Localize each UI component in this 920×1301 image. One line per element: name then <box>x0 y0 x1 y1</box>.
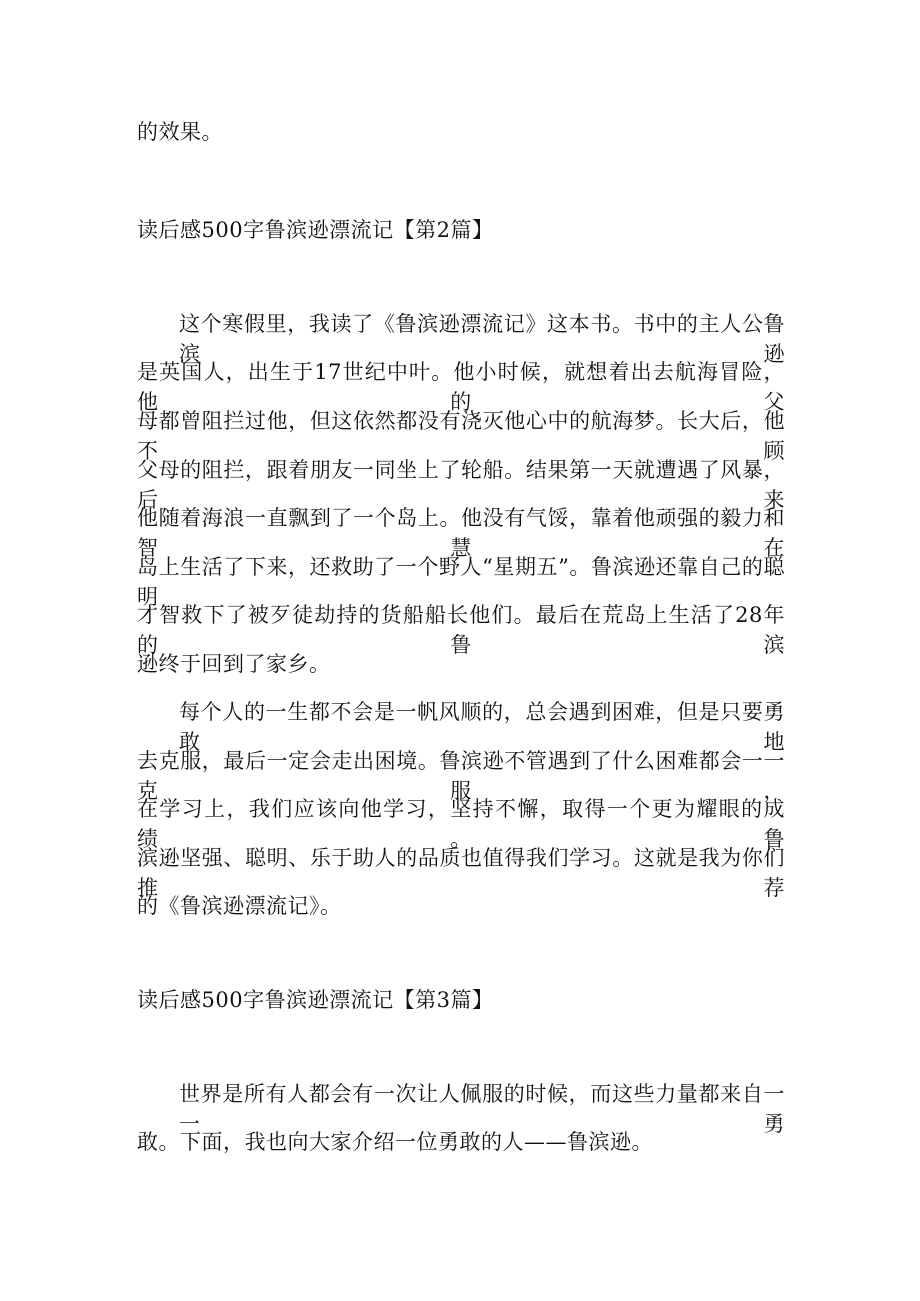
paragraph-line: 逊终于回到了家乡。 <box>137 652 331 676</box>
paragraph-line: 父母的阻拦，跟着朋友一同坐上了轮船。结果第一天就遭遇了风暴，后来 <box>137 458 785 512</box>
paragraph-line: 世界是所有人都会有一次让人佩服的时候，而这些力量都来自一一勇 <box>179 1082 785 1136</box>
paragraph-line: 的《鲁滨逊漂流记》。 <box>137 894 342 918</box>
paragraph-line: 在学习上，我们应该向他学习，坚持不懈，取得一个更为耀眼的成绩。鲁 <box>137 797 785 851</box>
paragraph-line: 岛上生活了下来，还救助了一个野人“星期五”。鲁滨逊还靠自己的聪明 <box>137 555 785 609</box>
paragraph-line: 滨逊坚强、聪明、乐于助人的品质也值得我们学习。这就是我为你们推荐 <box>137 846 785 900</box>
paragraph-line: 每个人的一生都不会是一帆风顺的，总会遇到困难，但是只要勇敢地 <box>179 700 785 754</box>
continuation-text: 的效果。 <box>137 120 223 144</box>
paragraph-line: 才智救下了被歹徒劫持的货船船长他们。最后在荒岛上生活了28年的鲁滨 <box>137 603 785 657</box>
paragraph-line: 母都曾阻拦过他，但这依然都没有浇灭他心中的航海梦。长大后，他不顾 <box>137 409 785 463</box>
paragraph-line: 敢。下面，我也向大家介绍一位勇敢的人——鲁滨逊。 <box>137 1130 653 1154</box>
paragraph-line: 他随着海浪一直飘到了一个岛上。他没有气馁，靠着他顽强的毅力和智慧在 <box>137 506 785 560</box>
paragraph-line: 这个寒假里，我读了《鲁滨逊漂流记》这本书。书中的主人公鲁滨逊 <box>179 312 785 366</box>
paragraph-line: 是英国人，出生于17世纪中叶。他小时候，就想着出去航海冒险，他的父 <box>137 360 785 414</box>
section-2-heading: 读后感500字鲁滨逊漂流记【第2篇】 <box>137 218 494 242</box>
paragraph-line: 去克服，最后一定会走出困境。鲁滨逊不管遇到了什么困难都会一一克服， <box>137 749 785 803</box>
section-3-heading: 读后感500字鲁滨逊漂流记【第3篇】 <box>137 988 494 1012</box>
